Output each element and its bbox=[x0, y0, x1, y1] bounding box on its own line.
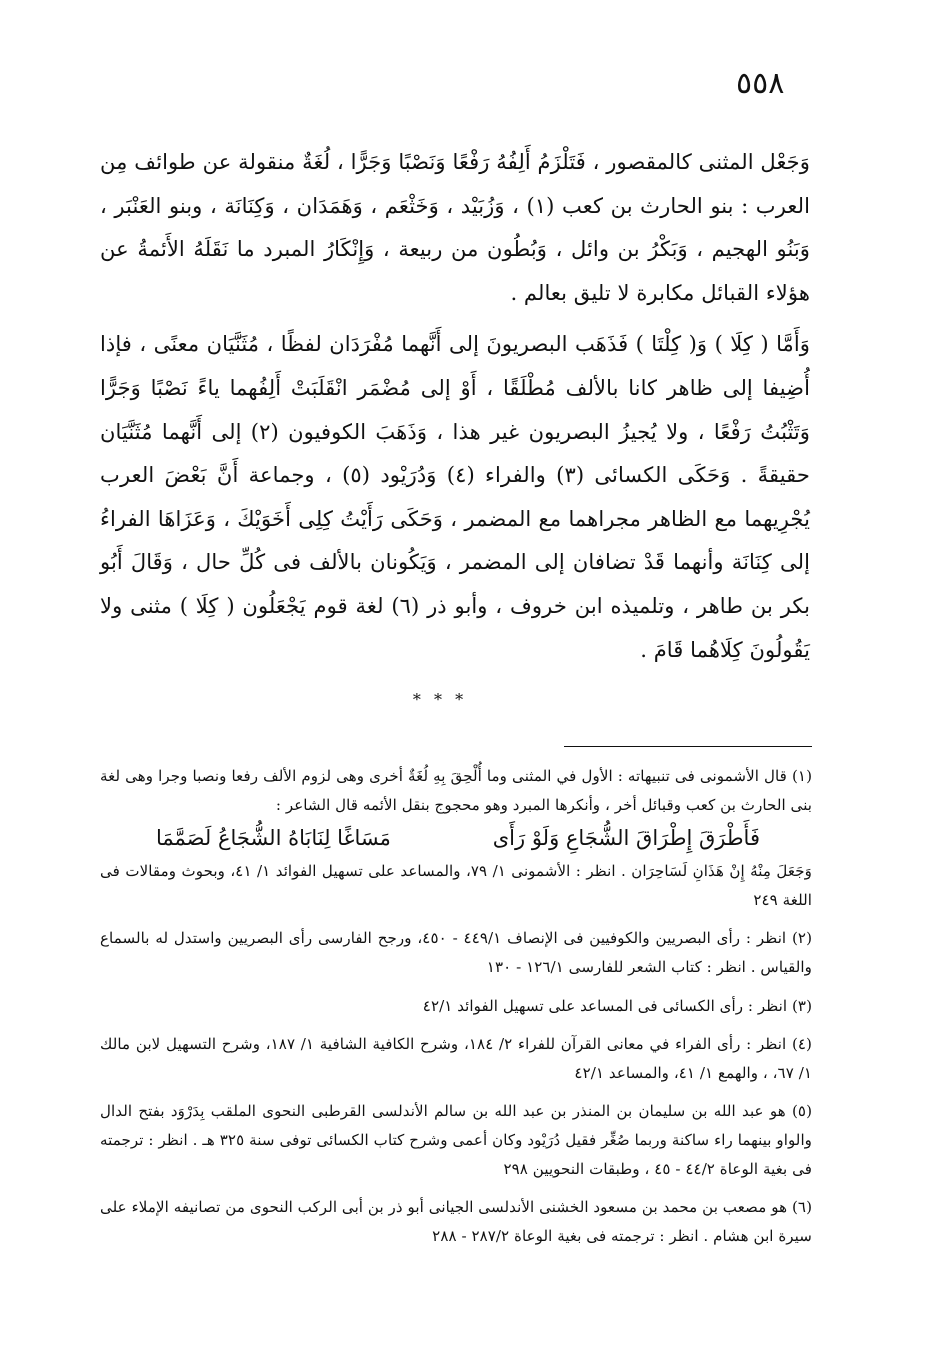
footnote-4: (٤) انظر : رأى الفراء في معانى القرآن للفراء ٢/ ١٨٤، وشرح الكافية الشافية ١/ ١٨٧، وشرح التسهيل لابن مالك ١/ ٦٧، ، والهمع ١/ ٤١، والمساعد ٤٢/١ bbox=[100, 1035, 812, 1082]
footnote-3: (٣) انظر : رأى الكسائى فى المساعد على تسهيل الفوائد ٤٢/١ bbox=[422, 996, 812, 1015]
footnote-1-intro: (١) قال الأشمونى فى تنبيهاته : الأول في المثنى وما أُلْحِقَ بِهِ لُغَةٌ أخرى وهى لزوم الألف رفعا ونصبا وجرا وهى لغة بنى الحارث بن كعب وقبائل أخر ، وأنكرها المبرد وهو محجوج بنقل الأئمه قال الشاعر : bbox=[100, 767, 812, 814]
verse-hemistich-second: مَسَاغًا لِنَابَاهُ الشُّجَاعُ لَصَمَّمَا bbox=[156, 826, 391, 851]
footnote-2: (٢) انظر : رأى البصريين والكوفيين فى الإنصاف ٤٤٩/١ - ٤٥٠، ورجح الفارسى رأى البصريين واستدل له بالسماع والقياس . انظر : كتاب الشعر للفارسى ١٢٦/١ - ١٣٠ bbox=[100, 929, 812, 976]
paragraph-kila-kilta: وَأَمَّا ( كِلَا ) وَ( كِلْتَا ) فَذَهَب البصريونَ إلى أَنَّهما مُفْرَدَان لفظًا ، مُثَنَّيَان معنًى ، فإذا أُضِيفا إلى ظاهر كانا بالألف مُطْلَقًا ، أَوْ إلى مُضْمَر انْقَلَبَتْ أَلِفُهما ياءً نَصْبًا وَجَرًّا وَتَثْبُتُ رَفْعًا ، ولا يُجيزُ البصريون غير هذا ، وَذَهَبَ الكوفيون (٢) إلى أَنَّهما مُثَنَّيَان حقيقةً . وَحَكَى الكسائى (٣) والفراء (٤) وَدُرَيْود (٥) ، وجماعة أَنَّ بَعْضَ العرب يُجْرِيهما مع الظاهر مجراهما مع المضمر ، وَحَكَى رَأَيْتُ كِلِى أَخَوَيْكَ ، وَعَزَاهَا الفراءُ إلى كِنَانَة وأنهما قَدْ تضافان إلى المضمر ، وَيَكُونان بالألف فى كُلِّ حال ، وَقَالَ أَبُو بكر بن طاهر ، وتلميذه ابن خروف ، وأبو ذر (٦) لغة قوم يَجْعَلُون ( كِلَا ) مثنى ولا يَقُولُونَ كِلَاهُما قَامَ . bbox=[100, 331, 810, 662]
verse-hemistich-first: فَأَطْرَقَ إِطْرَاقَ الشُّجَاعِ وَلَوْ رَأَى bbox=[492, 826, 760, 851]
paragraph-dual-as-maqsur: وَجَعْل المثنى كالمقصور ، فَتَلْزَمُ أَلِفُهُ رَفْعًا وَنَصْبًا وَجَرًّا ، لُغَةٌ منقولة عن طوائف مِن العرب : بنو الحارث بن كعب (١) ، وَزُبَيْد ، وَخَثْعَم ، وَهَمَدَان ، وَكِنَانَة ، وبنو العَنْبَر ، وَبَنُو الهجيم ، وَبَكْرُ بن وائل ، وَبُطُون من ربيعة ، وَإِنْكَارُ المبرد ما نَقَلَهُ الأَئمةُ عن هؤلاء القبائل مكابرة لا تليق بعالم . bbox=[100, 149, 810, 305]
poetry-verse bbox=[100, 821, 812, 855]
footnotes bbox=[100, 762, 812, 1260]
footnote-5: (٥) هو عبد الله بن سليمان بن المنذر بن عبد الله بن سالم الأندلسى القرطبى النحوى الملقب بِدَرْوَد بفتح الدال والواو بينهما راء ساكنة وربما صُغِّر فقيل دُرَيْود وكان أعمى وشرح كتاب الكسائى توفى سنة ٣٢٥ هـ . انظر : ترجمته فى بغية الوعاة ٤٤/٢ - ٤٥ ، وطبقات النحويين ٢٩٨ bbox=[100, 1102, 812, 1178]
main-text bbox=[100, 140, 810, 671]
footnote-1-sources: وَجَعَلَ مِنْهُ إِنْ هَذَانِ لَسَاحِرَان . انظر : الأشمونى ١/ ٧٩، والمساعد على تسهيل الفوائد ١/ ٤١، وبحوث ومقالات فى اللغة ٢٤٩ bbox=[100, 862, 812, 909]
footnote-6: (٦) هو مصعب بن محمد بن مسعود الخشنى الأندلسى الجيانى أبو ذر بن أبى الركب النحوى من تصانيفه الإملاء على سيرة ابن هشام . انظر : ترجمته فى بغية الوعاة ٢٨٧/٢ - ٢٨٨ bbox=[100, 1198, 812, 1245]
footnote-divider bbox=[564, 746, 812, 747]
page-number: ٥٥٨ bbox=[736, 66, 785, 101]
section-separator: * * * bbox=[412, 690, 468, 709]
